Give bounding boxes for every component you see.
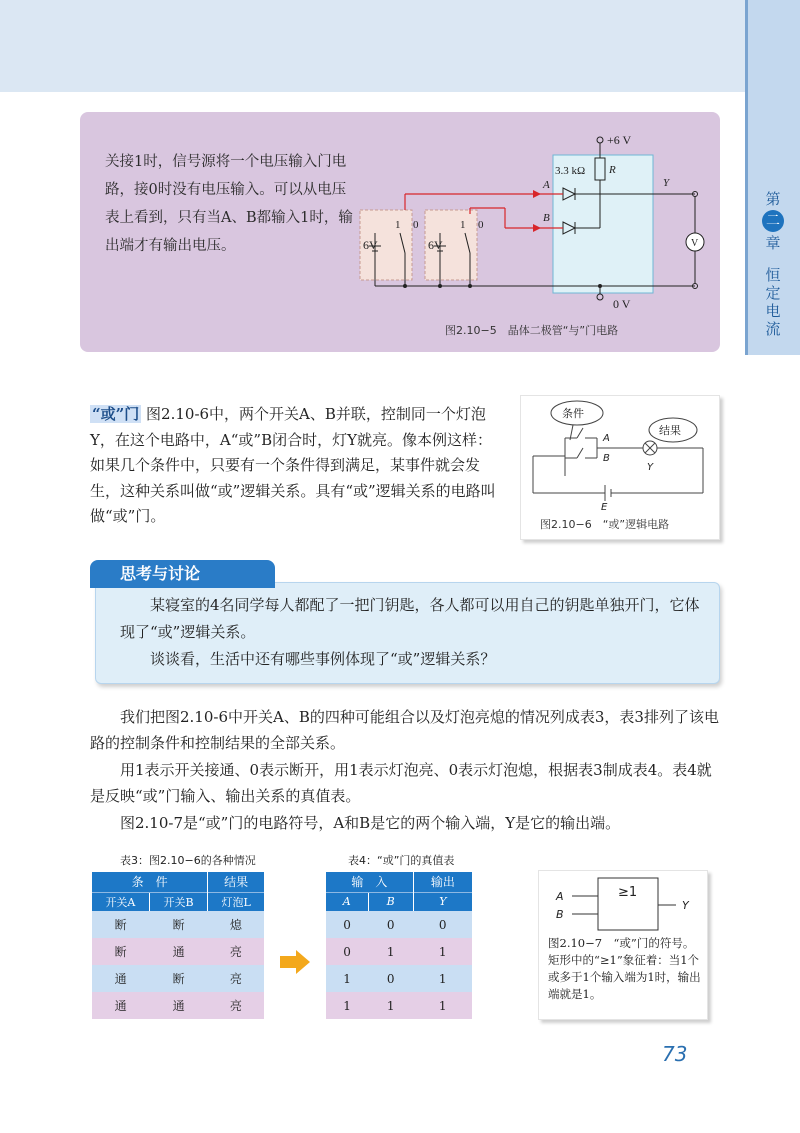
table-row <box>326 911 472 938</box>
table3-header-row <box>92 872 264 892</box>
label-0v: 0 V <box>613 297 631 311</box>
table4-header-row <box>326 872 472 892</box>
voltmeter-label: V <box>691 238 699 249</box>
table3-header-result: 结果 <box>208 872 264 892</box>
result-label: 结果 <box>659 424 681 437</box>
table-cell: 1 <box>413 938 472 965</box>
table-row <box>326 965 472 992</box>
label-a: A <box>543 179 550 191</box>
table-cell: 断 <box>92 911 149 938</box>
think-discuss-content <box>120 592 710 673</box>
and-gate-explanation: 关接1时，信号源将一个电压输入门电路，接0时没有电压输入。可以从电压表上看到，只有当A、B都输入1时，输出端才有输出电压。 <box>105 154 353 254</box>
think-discuss-title: 思考与讨论 <box>90 560 275 588</box>
table4-col-b: B <box>368 892 413 911</box>
table4-caption: 表4：“或”门的真值表 <box>348 854 455 867</box>
table-row <box>326 938 472 965</box>
label-plus-6v: +6 V <box>607 133 632 147</box>
table-cell: 1 <box>326 965 368 992</box>
table-cell: 亮 <box>208 938 264 965</box>
table3-col-a: 开关A <box>92 892 149 911</box>
table-cell: 0 <box>326 911 368 938</box>
switch-b-label-0: 0 <box>478 219 484 231</box>
table4-subheader-row <box>326 892 472 911</box>
table-cell: 1 <box>413 965 472 992</box>
label-y: Y <box>663 177 670 189</box>
lamp-label: Y <box>647 462 654 473</box>
table3 <box>92 872 264 1019</box>
table-cell: 亮 <box>208 965 264 992</box>
table4-col-y: Y <box>413 892 472 911</box>
fig-2-10-7-caption: 图2.10−7 “或”门的符号。矩形中的“≥1”象征着：当1个或多于1个输入端为1时，输出端就是1。 <box>548 936 701 1001</box>
label-b: B <box>543 212 550 224</box>
label-resistance: 3.3 kΩ <box>555 165 586 177</box>
table-cell: 通 <box>92 965 149 992</box>
switch-a-label: A <box>603 433 610 444</box>
table4-col-a: A <box>326 892 368 911</box>
or-gate-description: 图2.10-6中，两个开关A、B并联，控制同一个灯泡Y，在这个电路中，A“或”B闭合时，灯Y就亮。像本例这样：如果几个条件中，只要有一个条件得到满足，某事件就会发生，这种关系叫做“或”逻辑关系。具有“或”逻辑关系的电路叫做“或”门。 <box>90 405 496 525</box>
table3-col-b: 开关B <box>149 892 208 911</box>
table-cell: 1 <box>326 992 368 1019</box>
table-row <box>92 965 264 992</box>
gate-output-y-label: Y <box>682 899 689 912</box>
table4-header-output: 输出 <box>413 872 472 892</box>
table-cell: 1 <box>413 992 472 1019</box>
table4-header-input: 输 入 <box>326 872 413 892</box>
chapter-prefix: 第 <box>765 190 781 208</box>
table-row <box>326 992 472 1019</box>
chapter-number: 二 <box>762 210 784 232</box>
table-cell: 断 <box>149 911 208 938</box>
or-gate-symbol-label: ≥1 <box>618 885 638 900</box>
chapter-suffix: 章 <box>765 234 781 252</box>
page-number: 73 <box>662 1042 688 1066</box>
think-p2: 谈谈看，生活中还有哪些事例体现了“或”逻辑关系？ <box>150 650 496 668</box>
chapter-title-char: 恒 <box>765 266 781 284</box>
chapter-label <box>755 190 791 338</box>
table3-subheader-row <box>92 892 264 911</box>
table-cell: 0 <box>326 938 368 965</box>
table-cell: 熄 <box>208 911 264 938</box>
switch-b-label: B <box>603 453 610 464</box>
table-cell: 0 <box>368 965 413 992</box>
fig-2-10-5-caption: 图2.10−5 晶体二极管“与”门电路 <box>445 324 619 337</box>
table-row <box>92 992 264 1019</box>
battery-label: E <box>601 502 608 513</box>
terminal-plus <box>597 137 603 143</box>
main-paragraph-3: 图2.10-7是“或”门的电路符号，A和B是它的两个输入端，Y是它的输出端。 <box>120 814 621 832</box>
table-cell: 0 <box>368 911 413 938</box>
chapter-title-char: 流 <box>765 320 781 338</box>
switch-a-label-1: 1 <box>395 219 401 231</box>
main-paragraph-1: 我们把图2.10-6中开关A、B的四种可能组合以及灯泡亮熄的情况列成表3，表3排列了该电路的控制条件和控制结果的全部关系。 <box>90 708 719 752</box>
and-gate-circuit-diagram <box>345 128 699 343</box>
battery-b-label: 6V <box>428 238 443 252</box>
chapter-title-char: 电 <box>765 302 781 320</box>
table3-header-condition: 条 件 <box>92 872 208 892</box>
chapter-title-char: 定 <box>765 284 781 302</box>
or-gate-term: “或”门 <box>92 405 140 423</box>
table-cell: 通 <box>149 992 208 1019</box>
label-r: R <box>609 164 616 176</box>
or-gate-paragraph <box>90 402 502 530</box>
switch-a-label-0: 0 <box>413 219 419 231</box>
table3-caption: 表3：图2.10−6的各种情况 <box>120 854 256 867</box>
gate-input-b-label: B <box>556 908 564 921</box>
table-row <box>92 911 264 938</box>
table3-col-l: 灯泡L <box>208 892 264 911</box>
switch-b-label-1: 1 <box>460 219 466 231</box>
table4 <box>326 872 472 1019</box>
terminal-zero <box>597 294 603 300</box>
table-cell: 断 <box>92 938 149 965</box>
table-cell: 0 <box>413 911 472 938</box>
battery-a-label: 6V <box>363 238 378 252</box>
table-cell: 通 <box>92 992 149 1019</box>
gate-input-a-label: A <box>556 890 564 903</box>
condition-label: 条件 <box>562 407 584 420</box>
main-paragraph-2: 用1表示开关接通、0表示断开，用1表示灯泡亮、0表示灯泡熄，根据表3制成表4。表4就是反映“或”门输入、输出关系的真值表。 <box>90 761 712 805</box>
table-cell: 亮 <box>208 992 264 1019</box>
arrow-right-icon <box>280 950 310 974</box>
or-logic-circuit <box>525 398 715 513</box>
think-p1: 某寝室的4名同学每人都配了一把门钥匙，各人都可以用自己的钥匙单独开门，它体现了“或”逻辑关系。 <box>120 596 700 641</box>
table-cell: 1 <box>368 992 413 1019</box>
or-gate-symbol <box>548 876 698 936</box>
table-row <box>92 938 264 965</box>
fig-2-10-6-caption: 图2.10−6 “或”逻辑电路 <box>540 518 670 531</box>
header-band <box>0 0 800 92</box>
table-cell: 1 <box>368 938 413 965</box>
table-cell: 断 <box>149 965 208 992</box>
table-cell: 通 <box>149 938 208 965</box>
